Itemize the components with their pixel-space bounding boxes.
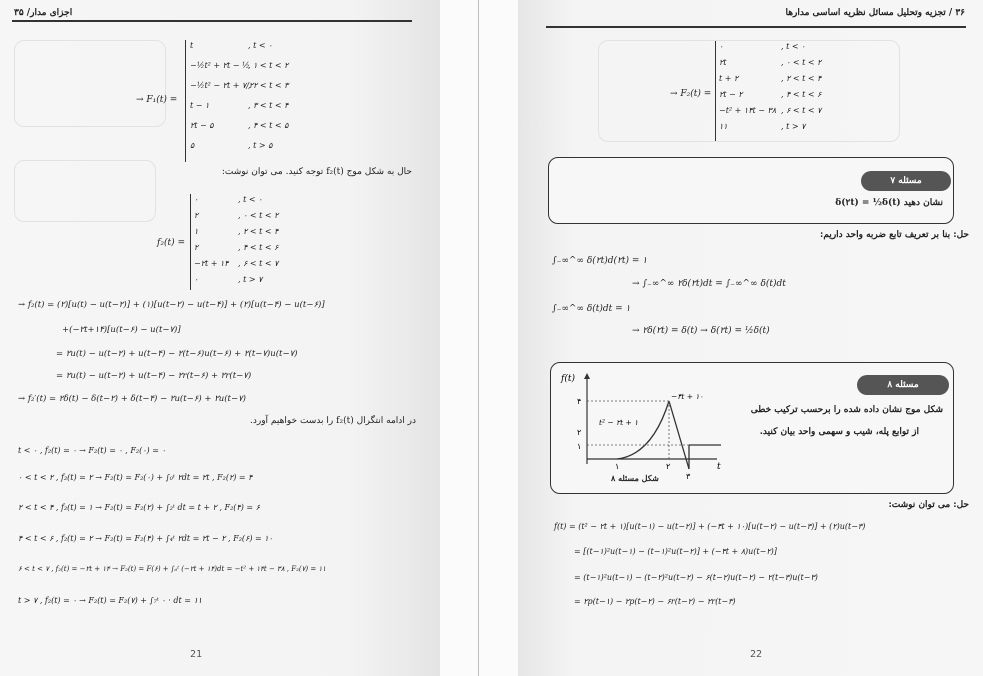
solution-7-line: → ۲δ(۲t) = δ(t) → δ(۲t) = ½δ(t) [632, 326, 770, 336]
case-expr: t + ۲ [719, 74, 739, 83]
case-condition: , ۲ < t < ۴ [781, 74, 822, 83]
f2-brace [190, 194, 191, 290]
bleed-through-box [598, 40, 900, 142]
f-brace [715, 41, 716, 141]
problem-8-box [550, 362, 954, 494]
problem-8-text: از توابع پله، شیب و سهمی واحد بیان کنید. [759, 427, 919, 437]
solution-7-line: ∫₋∞^∞ δ(t)dt = ۱ [552, 304, 631, 314]
case-condition: , t < ۰ [248, 41, 273, 50]
problem-8-badge: مسئله ۸ [857, 375, 949, 395]
problem-8-graph [557, 369, 727, 481]
case-expr: ۱۱ [719, 122, 728, 131]
bleed-through-box [14, 160, 156, 222]
x-tick: ۲ [666, 462, 671, 471]
integral-line: ۴ < t < ۶ , f₂(t) = ۲ → F₂(t) = F₂(۴) + ∫₄ᵗ ۲dt = ۲t − ۲ , F₂(۶) = ۱۰ [18, 534, 273, 543]
case-condition: , ۰ < t < ۲ [238, 211, 279, 220]
curve-label: −۴t + ۱۰ [671, 392, 704, 401]
parabola-segment [617, 401, 669, 459]
case-condition: , ۴ < t < ۵ [248, 121, 289, 130]
x-axis-label: t [717, 462, 721, 472]
integral-line: ۰ < t < ۲ , f₂(t) = ۲ → F₂(t) = F₂(۰) + ∫₀ᵗ ۲dt = ۲t , F₂(۲) = ۴ [18, 473, 253, 482]
text-wave: حال به شکل موج f₂(t) توجه کنید. می توان نوشت: [221, 167, 412, 177]
f2-label: f₂(t) = [157, 238, 185, 248]
case-condition: , t > ۵ [248, 141, 273, 150]
case-condition: , ۲ < t < ۴ [238, 227, 279, 236]
y-axis-label: f(t) [561, 374, 575, 384]
case-expr: −½t² + ۲t − ½ [190, 61, 250, 70]
gutter-divider [478, 0, 479, 676]
problem-7-box [548, 157, 954, 224]
case-expr: ۲ [194, 243, 199, 252]
f1-label: → F₁(t) = [136, 95, 178, 105]
problem-8-text: شکل موج نشان داده شده را برحسب ترکیب خطی [750, 405, 943, 415]
y-tick: ۴ [577, 397, 582, 406]
case-expr: t − ۱ [190, 101, 210, 110]
case-expr: ۱ [194, 227, 199, 236]
case-condition: , t < ۰ [781, 42, 806, 51]
case-expr: ۲t − ۵ [190, 121, 214, 130]
case-expr: ۵ [190, 141, 195, 150]
problem-7-text: نشان دهید δ(۲t) = ½δ(t) [835, 198, 943, 208]
case-condition: , t > ۷ [238, 275, 263, 284]
solution-8-line: = (t−۱)²u(t−۱) − (t−۲)²u(t−۲) − ۶(t−۲)u(t−۲) − ۲(t−۳)u(t−۳) [574, 573, 818, 582]
case-condition: , ۴ < t < ۶ [238, 243, 279, 252]
integral-line: ۲ < t < ۴ , f₂(t) = ۱ → F₂(t) = F₂(۲) + ∫₂ᵗ dt = t + ۲ , F₂(۴) = ۶ [18, 503, 260, 512]
case-condition: , t < ۰ [238, 195, 263, 204]
integral-line: t < ۰ , f₂(t) = ۰ → F₂(t) = ۰ , F₂(۰) = ۰ [18, 446, 166, 455]
eq-line: = ۲u(t) − u(t−۲) + u(t−۴) − ۲(t−۶)u(t−۶) + ۲(t−۷)u(t−۷) [56, 349, 298, 359]
solution-7-intro: حل: بنا بر تعریف تابع ضربه واحد داریم: [820, 230, 969, 240]
case-expr: ۲ [194, 211, 199, 220]
case-condition: , ۶ < t < ۷ [781, 106, 822, 115]
right-page [518, 0, 983, 676]
eq-line: → f₂(t) = (۲)[u(t) − u(t−۲)] + (۱)[u(t−۲) − u(t−۴)] + (۲)[u(t−۴) − u(t−۶)] [18, 300, 325, 310]
case-expr: ۲t [719, 58, 727, 67]
case-expr: ۲t − ۲ [719, 90, 743, 99]
problem-7-badge: مسئله ۷ [861, 171, 951, 191]
left-page-header: اجزای مدار/ ۳۵ [14, 8, 73, 18]
x-tick: ۳ [686, 472, 691, 481]
f-label: → F₂(t) = [670, 89, 712, 99]
eq-line: = ۲u(t) − u(t−۲) + u(t−۴) − ۲r(t−۶) + ۲r(t−۷) [56, 371, 252, 381]
case-condition: , ۲ < t < ۳ [248, 81, 289, 90]
y-axis-arrow [584, 373, 590, 379]
case-condition: , t > ۷ [781, 122, 806, 131]
y-tick: ۲ [577, 428, 582, 437]
case-expr: t [190, 41, 194, 50]
case-expr: ۰ [194, 195, 199, 204]
case-expr: −½t² − ۲t + ۷/۲ [190, 81, 254, 90]
case-expr: ۰ [719, 42, 724, 51]
integral-line: ۶ < t < ۷ , f₂(t) = −۲t + ۱۴ → F₂(t) = F(۶) + ∫₆ᵗ (−۲t + ۱۴)dt = −t² + ۱۴t − ۳۸ , F₂(۷) = ۱۱ [18, 565, 326, 573]
solution-8-line: = ۲p(t−۱) − ۲p(t−۲) − ۶r(t−۲) − ۲r(t−۳) [574, 597, 736, 606]
case-condition: , ۴ < t < ۶ [781, 90, 822, 99]
solution-7-line: → ∫₋∞^∞ ۲δ(۲t)dt = ∫₋∞^∞ δ(t)dt [632, 279, 786, 289]
case-expr: −t² + ۱۴t − ۳۸ [719, 106, 777, 115]
curve-label: t² − ۲t + ۱ [599, 418, 639, 427]
page-number: 22 [750, 649, 763, 660]
right-page-header: ۳۶ / تجزیه وتحلیل مسائل نظریه اساسی مدارها [785, 8, 965, 18]
case-expr: ۰ [194, 275, 199, 284]
figure-caption: شکل مسئله ۸ [611, 473, 659, 483]
f1-brace [185, 40, 186, 162]
eq-line: → f₂′(t) = ۲δ(t) − δ(t−۲) + δ(t−۴) − ۲u(t−۶) + ۲u(t−۷) [18, 394, 246, 404]
y-tick: ۱ [577, 442, 582, 451]
text-integral: در ادامه انتگرال f₂(t) را بدست خواهیم آورد. [250, 416, 416, 426]
solution-8-intro: حل: می توان نوشت: [888, 500, 969, 510]
case-expr: −۲t + ۱۴ [194, 259, 229, 268]
solution-7-line: ∫₋∞^∞ δ(۲t)d(۲t) = ۱ [552, 256, 648, 266]
case-condition: , ۱ < t < ۲ [248, 61, 289, 70]
eq-line: +(−۲t+۱۴)[u(t−۶) − u(t−۷)] [62, 325, 181, 335]
page-number: 21 [190, 649, 203, 660]
x-tick: ۱ [615, 462, 620, 471]
case-condition: , ۶ < t < ۷ [238, 259, 279, 268]
solution-8-line: f(t) = (t² − ۲t + ۱)[u(t−۱) − u(t−۲)] + (−۴t + ۱۰)[u(t−۲) − u(t−۳)] + (۲)u(t−۳) [554, 522, 866, 531]
solution-8-line: = [(t−۱)²u(t−۱) − (t−۱)²u(t−۲)] + (−۴t + ۸)u(t−۲)] [574, 547, 777, 556]
header-rule [546, 26, 966, 28]
case-condition: , ۳ < t < ۴ [248, 101, 289, 110]
page-gutter [440, 0, 518, 676]
case-condition: , ۰ < t < ۲ [781, 58, 822, 67]
left-page [0, 0, 440, 676]
header-rule [12, 20, 412, 22]
bleed-through-box [14, 40, 166, 127]
integral-line: t > ۷ , f₂(t) = ۰ → F₂(t) = F₂(۷) + ∫₇ᵗ ۰ · dt = ۱۱ [18, 596, 203, 605]
